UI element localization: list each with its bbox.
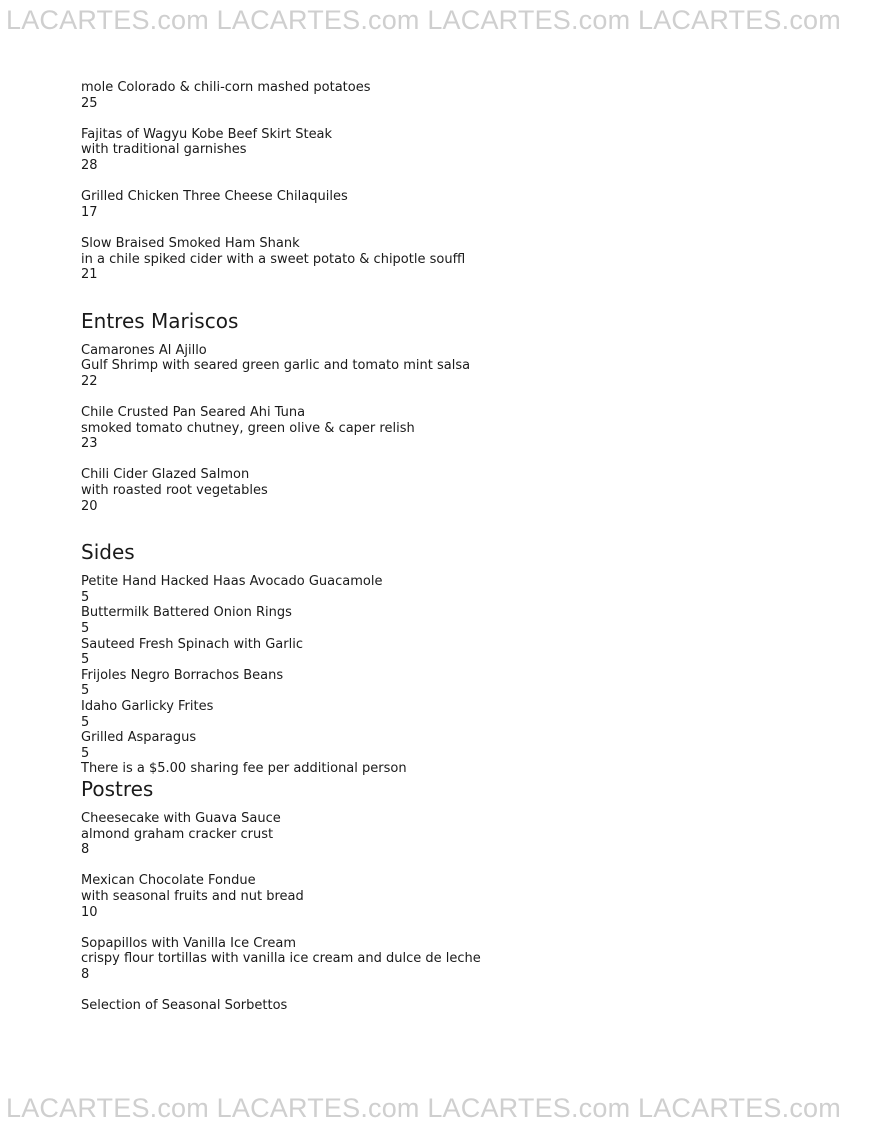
item-price: 23 (81, 436, 98, 452)
item-name: Cheesecake with Guava Sauce (81, 810, 281, 826)
side-price: 5 (81, 652, 90, 668)
side-name: Sauteed Fresh Spinach with Garlic (81, 636, 303, 652)
item-name: Selection of Seasonal Sorbettos (81, 998, 288, 1014)
item-description: in a chile spiked cider with a sweet potato & chipotle souffl (81, 251, 466, 267)
item-description: with traditional garnishes (81, 142, 247, 158)
watermark-bottom: LACARTES.com LACARTES.com LACARTES.com LACARTES.com (6, 1093, 841, 1123)
item-price: 25 (81, 95, 98, 111)
menu-item (81, 343, 841, 390)
side-name: Buttermilk Battered Onion Rings (81, 605, 292, 621)
item-description: Gulf Shrimp with seared green garlic and tomato mint salsa (81, 358, 471, 374)
intro-items (81, 80, 841, 283)
menu-item (81, 467, 841, 514)
item-price: 17 (81, 204, 98, 220)
side-price: 5 (81, 589, 90, 605)
side-name: Frijoles Negro Borrachos Beans (81, 667, 284, 683)
item-name: Chili Cider Glazed Salmon (81, 467, 250, 483)
menu-item (81, 873, 841, 920)
item-name: Chile Crusted Pan Seared Ahi Tuna (81, 405, 306, 421)
side-name: Petite Hand Hacked Haas Avocado Guacamole (81, 574, 383, 590)
item-description: with seasonal fruits and nut bread (81, 888, 304, 904)
item-name: Slow Braised Smoked Ham Shank (81, 235, 300, 251)
menu-item (81, 998, 841, 1014)
sides-list (81, 574, 841, 777)
item-description: almond graham cracker crust (81, 826, 274, 842)
item-price: 21 (81, 267, 98, 283)
menu-item (81, 936, 841, 983)
side-price: 5 (81, 745, 90, 761)
item-description: crispy flour tortillas with vanilla ice cream and dulce de leche (81, 951, 481, 967)
item-name: Sopapillos with Vanilla Ice Cream (81, 935, 296, 951)
item-name: Camarones Al Ajillo (81, 342, 207, 358)
side-name: Idaho Garlicky Frites (81, 699, 214, 714)
menu-item (81, 80, 841, 111)
item-price: 20 (81, 498, 98, 514)
mariscos-items (81, 343, 841, 515)
item-price: 10 (81, 904, 98, 920)
item-price: 8 (81, 842, 90, 858)
item-price: 22 (81, 373, 98, 389)
menu-item (81, 236, 841, 283)
sharing-fee-note: There is a $5.00 sharing fee per additional person (81, 761, 407, 777)
item-name: Mexican Chocolate Fondue (81, 873, 256, 889)
side-price: 5 (81, 683, 90, 699)
item-description: smoked tomato chutney, green olive & caper relish (81, 420, 415, 436)
section-title-postres: Postres (81, 776, 154, 801)
section-title-mariscos: Entres Mariscos (81, 308, 239, 333)
menu-item (81, 189, 841, 220)
menu-item (81, 811, 841, 858)
menu-item (81, 127, 841, 174)
item-description: with roasted root vegetables (81, 483, 268, 499)
item-description: mole Colorado & chili-corn mashed potatoes (81, 80, 371, 95)
side-name: Grilled Asparagus (81, 730, 197, 746)
side-price: 5 (81, 621, 90, 637)
item-price: 28 (81, 157, 98, 173)
menu-content (81, 80, 841, 1014)
watermark-top: LACARTES.com LACARTES.com LACARTES.com LACARTES.com (6, 5, 841, 35)
item-price: 8 (81, 966, 90, 982)
postres-items (81, 811, 841, 1014)
section-title-sides: Sides (81, 540, 135, 565)
menu-item (81, 405, 841, 452)
item-name: Fajitas of Wagyu Kobe Beef Skirt Steak (81, 126, 333, 142)
side-price: 5 (81, 714, 90, 730)
item-name: Grilled Chicken Three Cheese Chilaquiles (81, 189, 348, 205)
